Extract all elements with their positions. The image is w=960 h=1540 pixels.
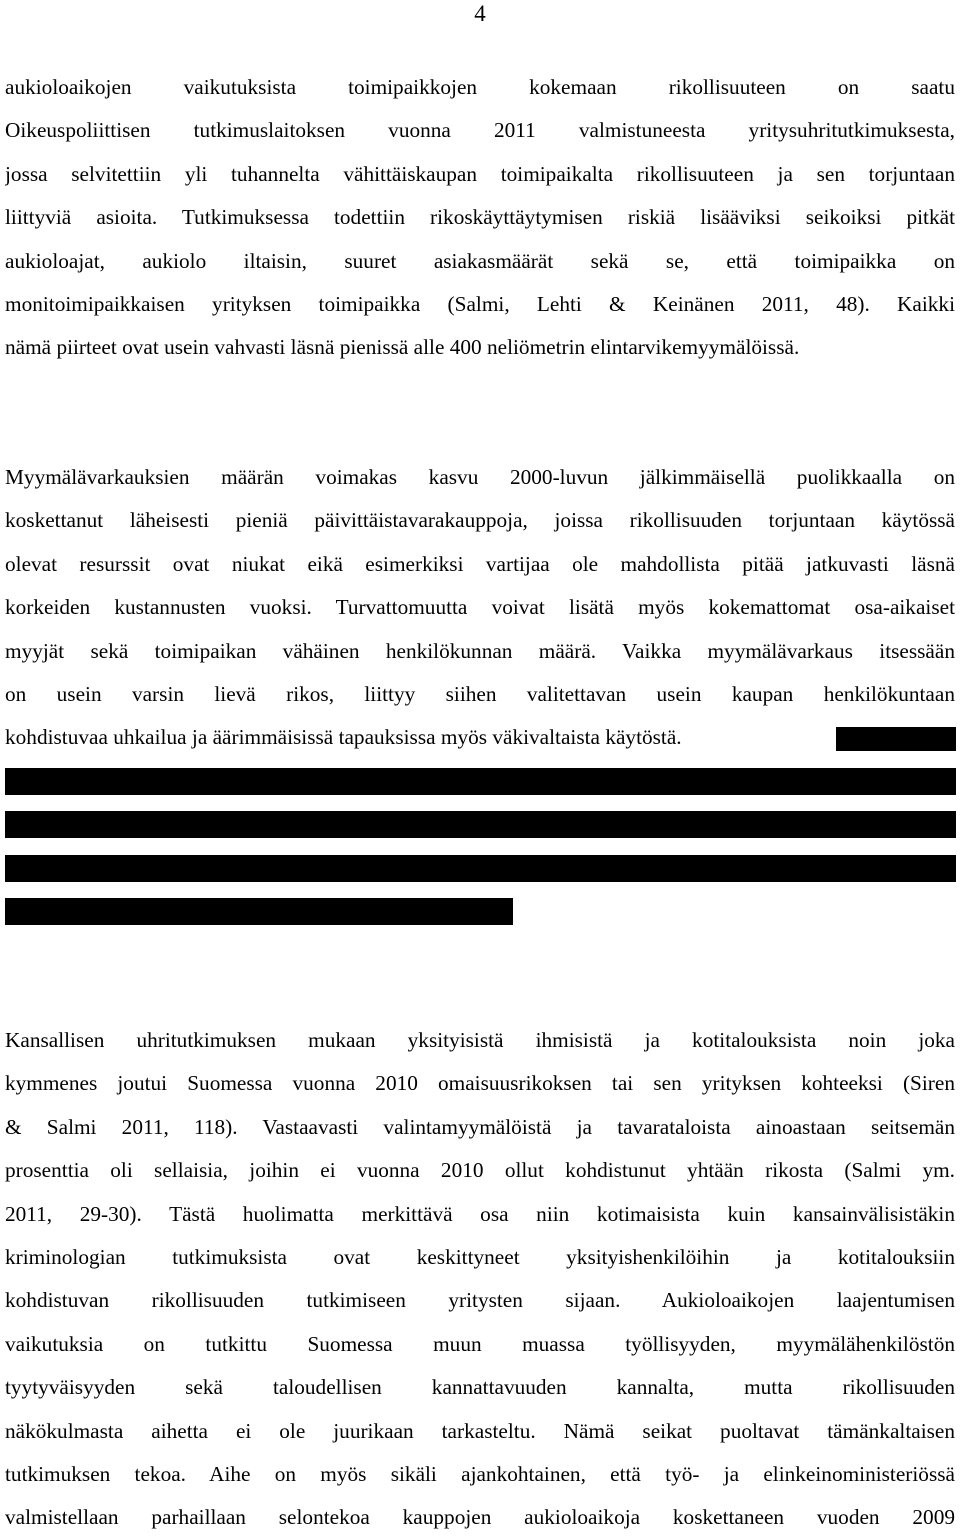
redaction-bar (5, 768, 956, 795)
text-line: koskettanut läheisesti pieniä päivittäistavarakauppoja, joissa rikollisuuden torjuntaan käytössä (5, 508, 955, 533)
text-line: kriminologian tutkimuksista ovat keskittyneet yksityishenkilöihin ja kotitalouksiin (5, 1244, 955, 1269)
text-line: prosenttia oli sellaisia, joihin ei vuonna 2010 ollut kohdistunut yhtään rikosta (Salmi ym. (5, 1158, 955, 1183)
text-line: vaikutuksia on tutkittu Suomessa muun muassa työllisyyden, myymälähenkilöstön (5, 1331, 955, 1356)
text-line: kymmenes joutui Suomessa vuonna 2010 omaisuusrikoksen tai sen yrityksen kohteeksi (Siren (5, 1071, 955, 1096)
text-line: Myymälävarkauksien määrän voimakas kasvu 2000-luvun jälkimmäisellä puolikkaalla on (5, 465, 955, 489)
text-line: on usein varsin lievä rikos, liittyy siihen valitettavan usein kaupan henkilökuntaan (5, 681, 955, 706)
text-line: valmistellaan parhaillaan selontekoa kauppojen aukioloaikoja koskettaneen vuoden 2009 (5, 1505, 955, 1530)
text-line: jossa selvitettiin yli tuhannelta vähittäiskaupan toimipaikalta rikollisuuteen ja sen torjuntaan (5, 161, 955, 186)
paragraph-3 (5, 1019, 955, 1540)
text-line: kohdistuvan rikollisuuden tutkimiseen yritysten sijaan. Aukioloaikojen laajentumisen (5, 1288, 955, 1313)
text-line: myyjät sekä toimipaikan vähäinen henkilökunnan määrä. Vaikka myymälävarkaus itsessään (5, 638, 955, 663)
page-number: 4 (474, 1, 486, 26)
text-line: aukioloaikojen vaikutuksista toimipaikkojen kokemaan rikollisuuteen on saatu (5, 75, 955, 99)
text-line: korkeiden kustannusten vuoksi. Turvattomuutta voivat lisätä myös kokemattomat osa-aikaiset (5, 595, 955, 620)
text-line: nämä piirteet ovat usein vahvasti läsnä pienissä alle 400 neliömetrin elintarvikemyymälöissä. (5, 335, 800, 360)
text-line: 2011, 29-30). Tästä huolimatta merkittävä osa niin kotimaisista kuin kansainvälisistäkin (5, 1201, 955, 1226)
redaction-bar (836, 727, 956, 751)
text-line: Kansallisen uhritutkimuksen mukaan yksityisistä ihmisistä ja kotitalouksista noin joka (5, 1028, 955, 1052)
redaction-bar (5, 855, 956, 882)
text-line: tyytyväisyyden sekä taloudellisen kannattavuuden kannalta, mutta rikollisuuden (5, 1375, 955, 1400)
redaction-bar (5, 811, 956, 838)
text-line: näkökulmasta aihetta ei ole juurikaan tarkasteltu. Nämä seikat puoltavat tämänkaltaisen (5, 1418, 955, 1443)
text-line: olevat resurssit ovat niukat eikä esimerkiksi vartijaa ole mahdollista pitää jatkuvasti läsnä (5, 551, 955, 576)
redaction-bar (5, 898, 513, 925)
text-line: & Salmi 2011, 118). Vastaavasti valintamyymälöistä ja tavarataloista ainoastaan seitsemän (5, 1114, 955, 1139)
text-line: kohdistuvaa uhkailua ja äärimmäisissä tapauksissa myös väkivaltaista käytöstä. (5, 725, 682, 750)
text-line: aukioloajat, aukiolo iltaisin, suuret asiakasmäärät sekä se, että toimipaikka on (5, 248, 955, 273)
text-line: tutkimuksen tekoa. Aihe on myös sikäli ajankohtainen, että työ- ja elinkeinoministeriössä (5, 1461, 955, 1486)
paragraph-1 (5, 66, 955, 370)
text-line: Oikeuspoliittisen tutkimuslaitoksen vuonna 2011 valmistuneesta yritysuhritutkimuksesta, (5, 118, 955, 143)
paragraph-2 (5, 456, 955, 760)
text-line: monitoimipaikkaisen yrityksen toimipaikka (Salmi, Lehti & Keinänen 2011, 48). Kaikki (5, 291, 955, 316)
text-line: liittyviä asioita. Tutkimuksessa todettiin rikoskäyttäytymisen riskiä lisääviksi seikoiksi pitkät (5, 205, 955, 230)
